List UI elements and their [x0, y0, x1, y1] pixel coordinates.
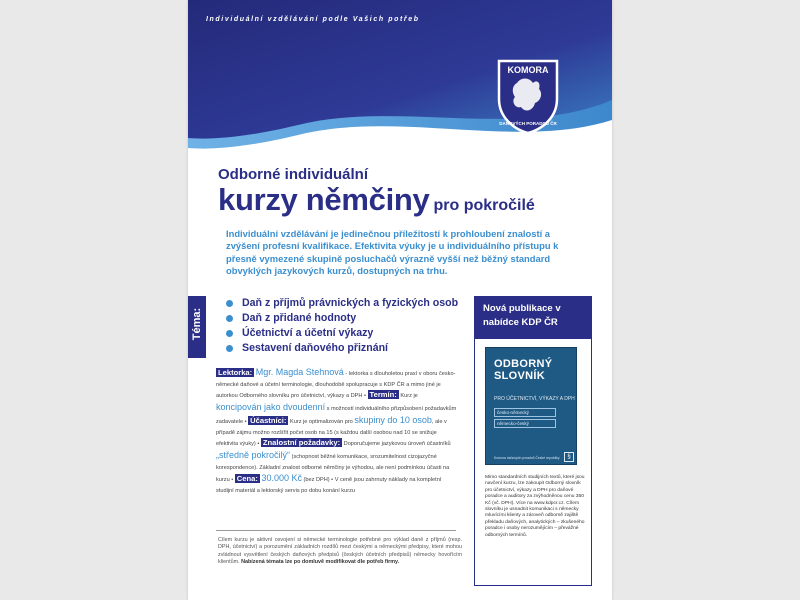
ucastnici-pre: Kurz je optimalizován pro: [288, 418, 355, 425]
topic-text: Sestavení daňového přiznání: [242, 342, 388, 354]
intro-paragraph: Individuální vzdělávání je jedinečnou příležitostí k prohloubení znalostí a zvýšení profesní kvalifikace. Efektivita výuky je u individuálního přístupu k přesně vymezené skupině posluchačů výrazně vyšší než běžný standard obvyklých jazykových kurzů, dostupných na trhu.: [226, 228, 559, 277]
title-main: kurzy němčiny: [218, 182, 430, 217]
footer-body: Cílem kurzu je aktivní osvojení si německé terminologie potřebné pro výklad daně z příjmů (resp. DPH, účetnictví) a porozumění základních rozdílů mezi českými a německými předpisy, které mohou zvládnout vysvětlení českých daňových předpisů (českých účetních předpisů) německy hovořícím klientům.: [218, 537, 462, 566]
topic-text: Daň z přidané hodnoty: [242, 312, 357, 324]
sidebar-description: Mimo standardních studijních textů, které jsou navčení kurzu, lze zakoupit Odborný slovník pro účetnictví, výkazy a DPH pro daňové poradce a auditory za zvýhodněnou cenu 350 Kč (vč. DPH). Více na www.kdpcr.cz. Cílem slovníku je usnadnit komunikaci s německy mluvícími klienty a zároveň odborně zajiště překladu daňových, analytických – zkušeného poradce i osoby nerozumějícím – převážné odborných termínů.: [485, 475, 585, 538]
book-title-line2: SLOVNÍK: [494, 370, 545, 382]
bullet-icon: [226, 345, 233, 352]
topic-text: Daň z příjmů právnických a fyzických osob: [242, 297, 459, 309]
course-details: Lektorka: Mgr. Magda Stehnová - lektorka s dlouholetou praxí v oboru česko-německé daňové a účetní terminologie, dlouhodobě spolupracuje s KDP ČR a mimo jiné je autorkou Odborného slovníku pro účetnictví, výkazy a DPH • Termín: Kurz je koncipován jako dvoudenní s možností individuálního přizpůsobení požadavkům zadavatele • Účastníci: Kurz je optimalizován pro skupiny do 10 osob, ale v případě zájmu možno rozšířit počet osob na 15 (s každou další osobou nad 10 se snižuje efektivita výuky) • Znalostní požadavky: Doporučujeme jazykovou úroveň účastníků „středně pokročilý“ (schopnost běžné komunikace, srozumitelnost cizojazyčné korespondence). Základní znalost odborné němčiny je výhodou, ale není podmínkou účasti na kurzu • Cena: 30.000 Kč (bez DPH) • V ceně jsou zahrnuty náklady na kompletní studijní materiál a lektorský servis po dobu konání kurzu: [216, 367, 457, 495]
sidebar-heading: Nová publikace v nabídce KDP ČR: [475, 297, 591, 339]
znalosti-pre: Doporučujeme jazykovou úroveň účastníků: [342, 441, 451, 448]
lektorka-name: Mgr. Magda Stehnová: [255, 367, 344, 377]
cena-highlight: 30.000 Kč: [261, 473, 302, 484]
book-label-de-cz: německo-český: [494, 419, 556, 428]
ucastnici-highlight: skupiny do 10 osob: [354, 414, 432, 425]
topic-item: [224, 311, 458, 326]
paragraph-icon: §: [564, 452, 574, 462]
logo-text-komora: KOMORA: [507, 65, 549, 75]
topic-text: Účetnictví a účetní výkazy: [242, 327, 374, 339]
znalosti-highlight: „středně pokročilý“: [216, 449, 291, 460]
footer-bold-note: Nabízená témata lze po domluvě modifikovat dle potřeb firmy.: [241, 559, 400, 566]
book-label-cz-de: česko-německý: [494, 408, 556, 417]
tema-label: Téma:: [191, 307, 203, 341]
znalosti-label: Znalostní požadavky:: [262, 438, 341, 448]
bullet-icon: [226, 315, 233, 322]
logo-text-subtitle: DAŇOVÝCH PORADCŮ ČR: [499, 121, 557, 126]
topic-item: [224, 326, 458, 341]
termin-highlight: koncipován jako dvoudenní: [216, 402, 326, 413]
znalosti-text: (schopnost běžné komunikace, srozumitelnost cizojazyčné korespondence). Základní znalost odborné němčiny je výhodou, ale není podmínkou účasti na kurzu: [216, 453, 450, 484]
book-publisher: Komora daňových poradců České republiky: [494, 456, 560, 460]
title-line1: Odborné individuální: [218, 166, 368, 183]
title-suffix: pro pokročilé: [433, 197, 535, 214]
topic-item: [224, 296, 458, 311]
cena-text: (bez DPH) • V ceně jsou zahrnuty náklady na kompletní studijní materiál a lektorský servis po dobu konání kurzu: [216, 477, 442, 495]
ucastnici-label: Účastníci:: [250, 415, 287, 425]
topic-item: [224, 341, 458, 356]
termin-text: s možností individuálního přizpůsobení požadavkům zadavatele: [216, 406, 457, 425]
ucastnici-text: , ale v případě zájmu možno rozšířit počet osob na 15 (s každou další osobou nad 10 se snižuje efektivita výuky): [216, 418, 447, 448]
cena-label: Cena:: [236, 474, 258, 484]
header-tagline: Individuální vzdělávání podle Vašich potřeb: [206, 16, 420, 23]
termin-pre: Kurz je: [398, 393, 418, 400]
book-subtitle: PRO ÚČETNICTVÍ, VÝKAZY A DPH: [494, 396, 575, 402]
brochure-page: [188, 0, 612, 600]
termin-label: Termín:: [369, 390, 397, 400]
footer-note: [218, 537, 462, 567]
book-cover-image: [485, 347, 577, 465]
publication-sidebar: [474, 296, 592, 586]
title-line2: [218, 182, 535, 218]
lektorka-text: - lektorka s dlouholetou praxí v oboru česko-německé daňové a účetní terminologie, dlouhodobě spolupracuje s KDP ČR a mimo jiné je autorkou Odborného slovníku pro účetnictví, výkazy a DPH: [216, 371, 456, 400]
topic-list: [224, 296, 458, 356]
bullet-icon: [226, 300, 233, 307]
bullet-icon: [226, 330, 233, 337]
lektorka-label: Lektorka:: [218, 368, 253, 377]
divider: [216, 530, 456, 531]
book-title-line1: ODBORNÝ: [494, 358, 553, 370]
kdp-cr-logo: [493, 55, 563, 135]
